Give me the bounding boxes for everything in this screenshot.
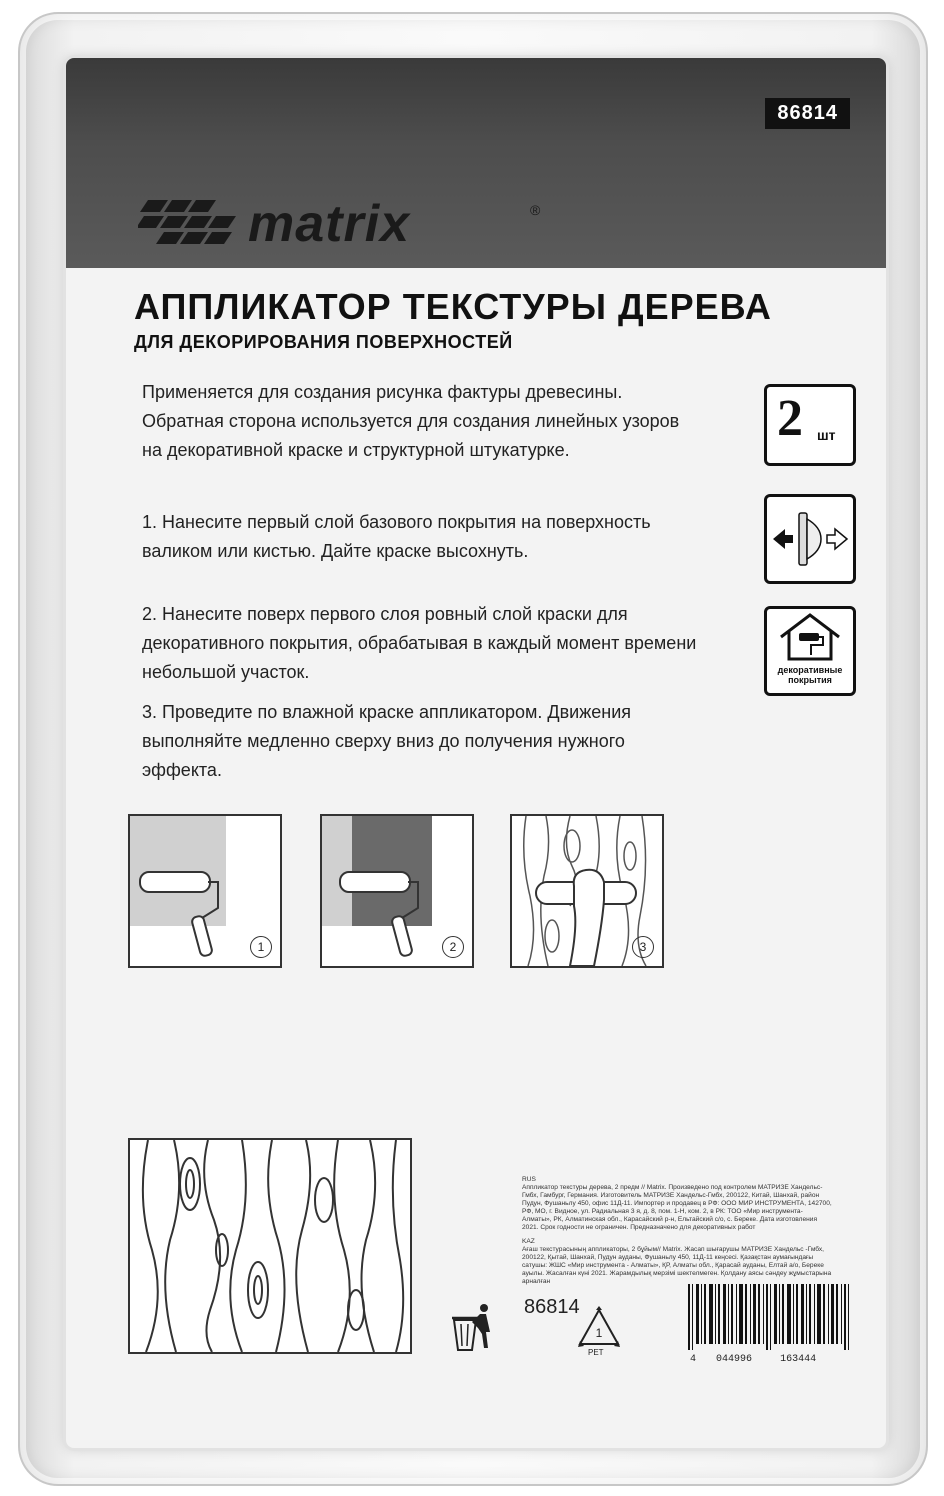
- step-image-2: [320, 814, 474, 968]
- packaging-card: [66, 58, 886, 1448]
- sku-bottom: 86814: [524, 1296, 580, 1318]
- step-image-3: [510, 814, 664, 968]
- grid-logo-icon: [138, 194, 248, 258]
- fine-print-kaz-text: Ағаш текстурасының аппликаторы, 2 бұйым// Matrix. Жасап шығарушы МАТРИЗЕ Хандельс -Гмбх, 200122, Қытай, Шанхай, Пудун ауданы, Фушаньлу 450, 11Д-11 кеңсесі. Қазақстан аумағындағы сатушы: ЖШС «Мир инструмента - Алматы», ҚР, Алматы обл., Қарасай ауданы, Елтай а/о, Береке ауылы. Жасалған күні 2021. Жарамдылық мерзімі шектелмеген. Қолдану аясы сәндеу жұмыстарына арналған: [522, 1246, 832, 1285]
- fine-print-rus: [522, 1176, 832, 1232]
- reversible-badge: [764, 494, 856, 584]
- brand-logo: [138, 194, 558, 258]
- step-number-2: 2: [442, 936, 464, 958]
- step-image-1: [128, 814, 282, 968]
- wood-texture-illustration: [128, 1138, 412, 1354]
- step-1-text: 1. Нанесите первый слой базового покрытия на поверхность валиком или кистью. Дайте краске высохнуть.: [142, 512, 651, 561]
- fine-print-kaz: [522, 1238, 832, 1286]
- step-2-text: 2. Нанесите поверх первого слоя ровный слой краски для декоративного покрытия, обрабатывая в каждый момент времени небольшой участок.: [142, 604, 697, 682]
- brand-name: matrix: [248, 195, 411, 253]
- barcode-group2: 163444: [780, 1354, 817, 1365]
- quantity-unit: шт: [817, 427, 836, 443]
- decor-label: [767, 665, 853, 685]
- quantity-value: 2: [777, 390, 803, 447]
- description: Применяется для создания рисунка фактуры древесины. Обратная сторона используется для создания линейных узоров на декоративной краске и структурной штукатурке.: [142, 382, 680, 460]
- quantity-badge: [764, 384, 856, 466]
- sku-badge: 86814: [765, 98, 850, 129]
- wood-grain-icon: [130, 1140, 410, 1352]
- recycle-code: 1: [595, 1326, 603, 1340]
- fine-print-rus-text: Аппликатор текстуры дерева, 2 предм // Matrix. Произведено под контролем МАТРИЗЕ Хандельс-Гмбх, Гамбург, Германия. Изготовитель МАТРИЗЕ Хандельс-Гмбх, 200122, Китай, Шанхай, район Пудун, Фушаньлу 450, офис 11Д-11. Импортер и продавец в РФ: ООО МИР ИНСТРУМЕНТА, 142700, РФ, МО, г. Видное, ул. Радиальная 3 я, д. 8, пом. 1-Н, ком. 2, в РК: ТОО «Мир инструмента-Алматы», РК, Алматинская обл., Карасайский р-н, Ельтайский с/о, с. Береке. Дата изготовления 2021. Срок годности не ограничен. Предназначено для декоративных работ: [522, 1184, 832, 1231]
- recycle-label: PET: [588, 1348, 604, 1357]
- barcode-digit-left: 4: [690, 1354, 697, 1365]
- decor-label-line1: декоративные: [777, 665, 843, 675]
- product-title: АППЛИКАТОР ТЕКСТУРЫ ДЕРЕВА: [134, 286, 772, 327]
- fine-print-kaz-label: KAZ: [522, 1238, 535, 1245]
- trash-bin-person-icon: [450, 1302, 494, 1354]
- decor-badge: [764, 606, 856, 696]
- barcode-digits: [690, 1354, 816, 1365]
- decor-label-line2: покрытия: [788, 675, 832, 685]
- step-3-text: 3. Проведите по влажной краске аппликатором. Движения выполняйте медленно сверху вниз до получения нужного эффекта.: [142, 702, 632, 780]
- product-subtitle: ДЛЯ ДЕКОРИРОВАНИЯ ПОВЕРХНОСТЕЙ: [134, 332, 513, 352]
- step-number-3: 3: [632, 936, 654, 958]
- house-roller-icon: [767, 609, 853, 665]
- fine-print-rus-label: RUS: [522, 1176, 536, 1183]
- barcode-icon: [684, 1284, 854, 1350]
- step-number-1: 1: [250, 936, 272, 958]
- registered-mark: ®: [530, 202, 541, 218]
- double-arrow-icon: [767, 497, 853, 581]
- barcode-group1: 044996: [716, 1354, 753, 1365]
